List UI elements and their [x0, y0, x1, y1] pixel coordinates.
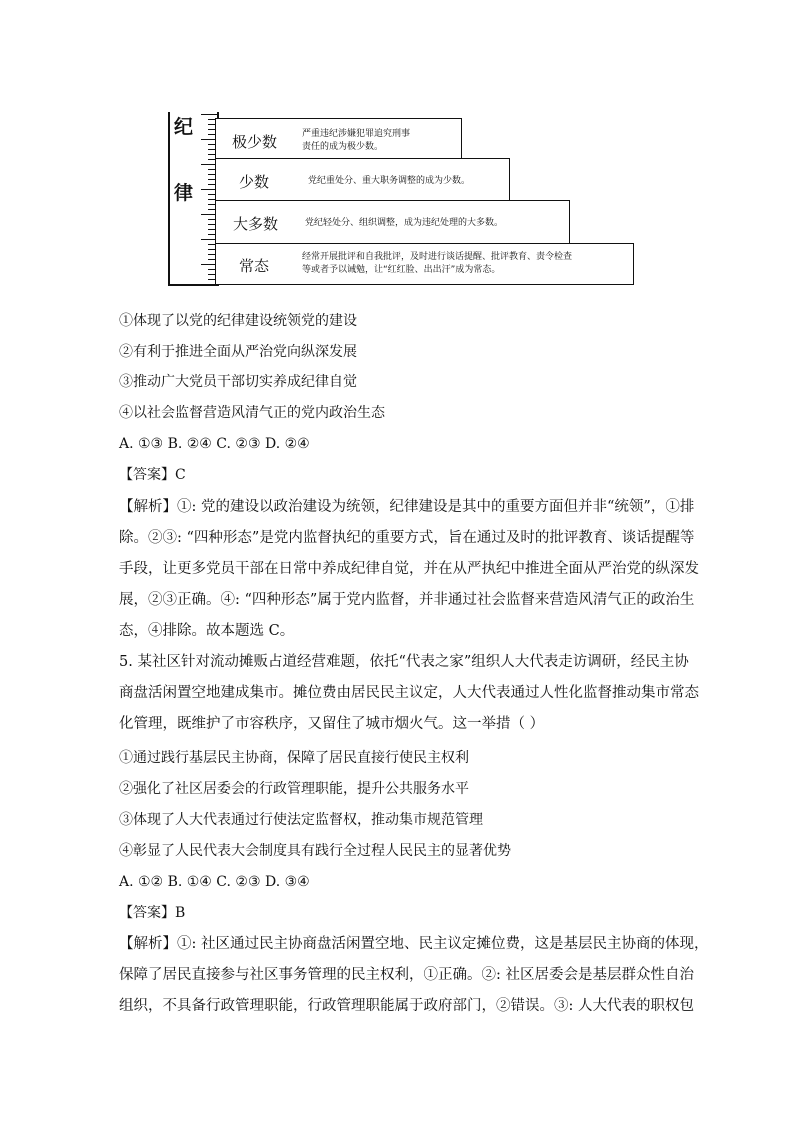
q5-stem-line: 5. 某社区针对流动摊贩占道经营难题，依托“代表之家”组织人大代表走访调研，经民主协 — [119, 654, 689, 670]
ruler — [168, 112, 219, 286]
q5-analysis-line: 组织，不具备行政管理职能，行政管理职能属于政府部门，②错误。③: 人大代表的职权包 — [119, 998, 694, 1014]
level-label: 极少数 — [232, 133, 278, 151]
level-desc-line: 责任的成为极少数。 — [302, 142, 384, 152]
q5-choices: A. ①② B. ①④ C. ②③ D. ③④ — [119, 874, 310, 890]
q5-option-2: ②强化了社区居委会的行政管理职能，提升公共服务水平 — [119, 781, 469, 797]
q5-analysis-line: 保障了居民直接参与社区事务管理的民主权利，①正确。②: 社区居委会是基层群众性自治 — [119, 967, 694, 983]
level-box-jishaoshu — [215, 118, 462, 159]
level-box-changtai — [215, 243, 634, 285]
q4-analysis-line: 除。②③: “四种形态”是党内监督执纪的重要方式，旨在通过及时的批评教育、谈话提醒等 — [119, 530, 695, 546]
ruler-tick — [201, 114, 217, 115]
level-desc-line: 党纪重处分、重大职务调整的成为少数。 — [308, 176, 471, 186]
q5-analysis-line: 【解析】①: 社区通过民主协商盘活闲置空地、民主议定摊位费，这是基层民主协商的体现， — [119, 936, 709, 952]
q5-option-3: ③体现了人大代表通过行使法定监督权，推动集市规范管理 — [119, 812, 483, 828]
level-label: 常态 — [239, 257, 270, 275]
q4-analysis-line: 展，②③正确。④: “四种形态”属于党内监督，并非通过社会监督来营造风清气正的政治生 — [119, 592, 695, 608]
q5-option-4: ④彰显了人民代表大会制度具有践行全过程人民民主的显著优势 — [119, 843, 511, 859]
q4-option-4: ④以社会监督营造风清气正的党内政治生态 — [119, 405, 385, 421]
q5-analysis — [119, 929, 709, 1022]
level-desc-line: 党纪轻处分、组织调整，成为违纪处理的大多数。 — [305, 218, 504, 228]
level-label: 少数 — [239, 173, 270, 191]
q5-answer: 【答案】B — [119, 905, 186, 921]
q4-option-1: ①体现了以党的纪律建设统领党的建设 — [119, 313, 357, 329]
ruler-char-lv: 律 — [174, 182, 194, 204]
level-desc-line: 等或者予以诫勉，让“红红脸、出出汗”成为常态。 — [302, 265, 501, 275]
q4-option-3: ③推动广大党员干部切实养成纪律自觉 — [119, 374, 357, 390]
level-box-shaoshu — [215, 158, 510, 201]
q4-analysis-line: 态，④排除。故本题选 C。 — [119, 623, 295, 639]
q4-analysis — [119, 492, 699, 647]
q5-stem-line: 商盘活闲置空地建成集市。摊位费由居民民主议定，人大代表通过人性化监督推动集市常态 — [119, 685, 699, 701]
q5-stem — [119, 647, 699, 740]
q4-analysis-line: 【解析】①: 党的建设以政治建设为统领，纪律建设是其中的重要方面但并非“统领”，①排 — [119, 499, 695, 515]
level-label: 大多数 — [233, 215, 279, 233]
ruler-char-ji: 纪 — [174, 116, 194, 138]
level-desc-line: 严重违纪涉嫌犯罪追究刑事 — [302, 129, 411, 139]
q4-answer: 【答案】C — [119, 467, 186, 483]
q4-analysis-line: 手段，让更多党员干部在日常中养成纪律自觉，并在从严执纪中推进全面从严治党的纵深发 — [119, 561, 699, 577]
discipline-ruler-figure — [168, 112, 638, 287]
level-box-daduoshu — [215, 200, 570, 244]
q4-option-2: ②有利于推进全面从严治党向纵深发展 — [119, 344, 357, 360]
level-desc-line: 经常开展批评和自我批评，及时进行谈话提醒、批评教育、责令检查 — [302, 252, 573, 262]
q4-choices: A. ①③ B. ②④ C. ②③ D. ②④ — [119, 436, 310, 452]
q5-stem-line: 化管理，既维护了市容秩序，又留住了城市烟火气。这一举措（ ） — [119, 716, 545, 732]
q5-option-1: ①通过践行基层民主协商，保障了居民直接行使民主权利 — [119, 750, 469, 766]
